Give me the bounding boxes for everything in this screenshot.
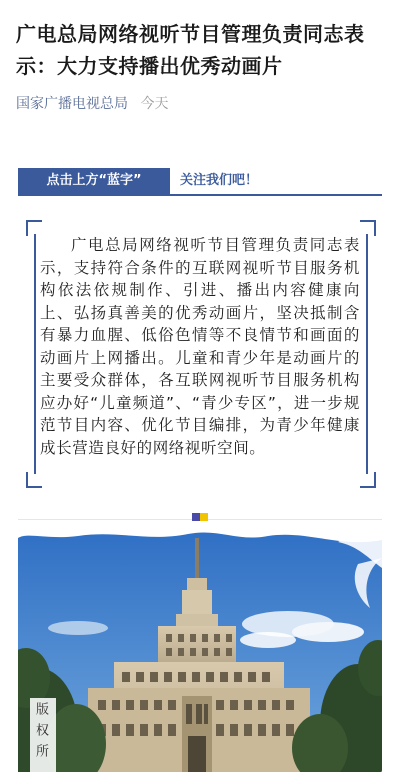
follow-banner-left-label: 点击上方“蓝字” — [18, 168, 170, 194]
author-link[interactable]: 国家广播电视总局 — [16, 96, 128, 112]
building-photo[interactable] — [18, 528, 382, 772]
quote-border-left — [34, 234, 36, 474]
article-title: 广电总局网络视听节目管理负责同志表示：大力支持播出优秀动画片 — [16, 22, 365, 78]
divider-square-purple — [192, 513, 200, 521]
follow-banner-underline — [18, 194, 382, 196]
quote-corner-top-right — [360, 220, 376, 236]
section-divider — [18, 510, 382, 522]
quote-text: 广电总局网络视听节目管理负责同志表示，支持符合条件的互联网视听节目服务机构依法依规制作、引进、播出内容健康向上、弘扬真善美的优秀动画片，坚决抵制含有暴力血腥、低俗色情等不良情节和画面的动画片上网播出。儿童和青少年是动画片的主要受众群体，各互联网视听节目服务机构应办好“儿童频道”、“青少专区”，进一步规范节目内容、优化节目编排，为青少年健康成长营造良好的网络视听空间。 — [40, 236, 360, 457]
quote-box — [26, 220, 376, 488]
quote-corner-bottom-left — [26, 472, 42, 488]
quote-corner-bottom-right — [360, 472, 376, 488]
follow-banner-right-label: 关注我们吧！ — [180, 173, 259, 188]
copyright-label: 版权所 — [33, 702, 48, 765]
follow-banner[interactable] — [18, 168, 382, 196]
publish-time: 今天 — [140, 96, 169, 112]
divider-square-yellow — [200, 513, 208, 521]
building-photo-image — [18, 528, 382, 772]
quote-border-right — [366, 234, 368, 474]
article-meta — [16, 94, 168, 114]
